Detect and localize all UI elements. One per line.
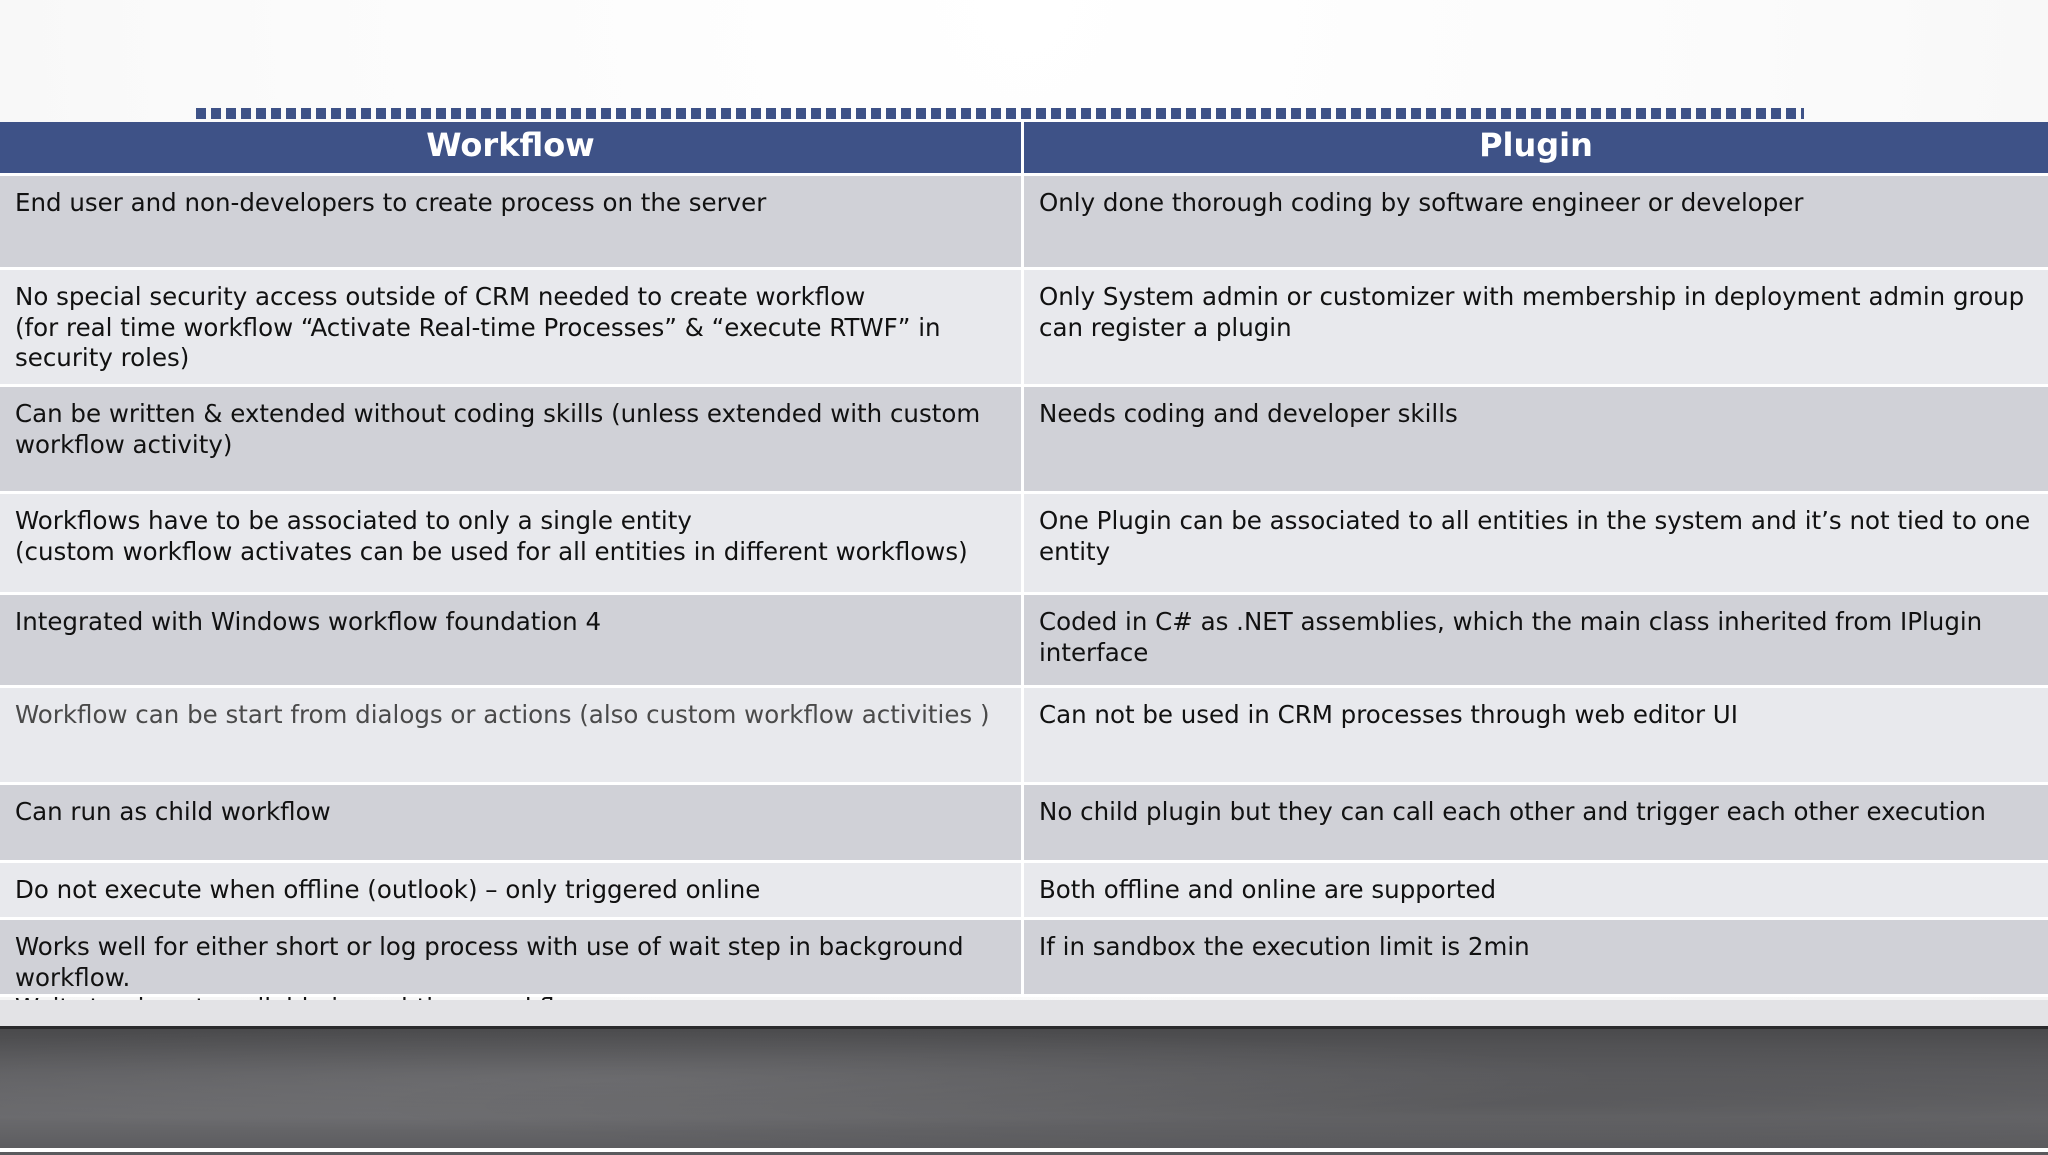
workflow-cell-4: Workflows have to be associated to only a single entity (custom workflow activates can be used for all entities in different workflows) [0, 494, 1024, 595]
plugin-cell-1: Only done thorough coding by software engineer or developer [1024, 176, 2048, 270]
plugin-cell-5: Coded in C# as .NET assemblies, which the main class inherited from IPlugin interface [1024, 595, 2048, 688]
workflow-cell-8: Do not execute when offline (outlook) – only triggered online [0, 863, 1024, 920]
workflow-cell-9: Works well for either short or log process with use of wait step in background workflow. [0, 920, 1024, 997]
workflow-cell-3: Can be written & extended without coding skills (unless extended with custom workflow activity) [0, 387, 1024, 494]
concrete-floor-background [0, 1026, 2048, 1155]
plugin-cell-6: Can not be used in CRM processes through web editor UI [1024, 688, 2048, 785]
workflow-cell-1: End user and non-developers to create process on the server [0, 176, 1024, 270]
workflow-cell-7: Can run as child workflow [0, 785, 1024, 863]
plugin-cell-9: If in sandbox the execution limit is 2min [1024, 920, 2048, 997]
table-header-plugin: Plugin [1024, 122, 2048, 176]
plugin-cell-2: Only System admin or customizer with membership in deployment admin group can register a plugin [1024, 270, 2048, 387]
table-header-workflow: Workflow [0, 122, 1024, 176]
plugin-cell-7: No child plugin but they can call each other and trigger each other execution [1024, 785, 2048, 863]
plugin-cell-8: Both offline and online are supported [1024, 863, 2048, 920]
workflow-cell-6: Workflow can be start from dialogs or actions (also custom workflow activities ) [0, 688, 1024, 785]
table-footer-strip [0, 1000, 2048, 1028]
workflow-cell-2: No special security access outside of CRM needed to create workflow (for real time workflow “Activate Real-time Processes” & “execute RTWF” in security roles) [0, 270, 1024, 387]
decorative-dash-strip [196, 108, 1804, 119]
comparison-table [0, 122, 2048, 997]
plugin-cell-4: One Plugin can be associated to all entities in the system and it’s not tied to one entity [1024, 494, 2048, 595]
bottom-edge [0, 1148, 2048, 1152]
workflow-cell-5: Integrated with Windows workflow foundation 4 [0, 595, 1024, 688]
plugin-cell-3: Needs coding and developer skills [1024, 387, 2048, 494]
